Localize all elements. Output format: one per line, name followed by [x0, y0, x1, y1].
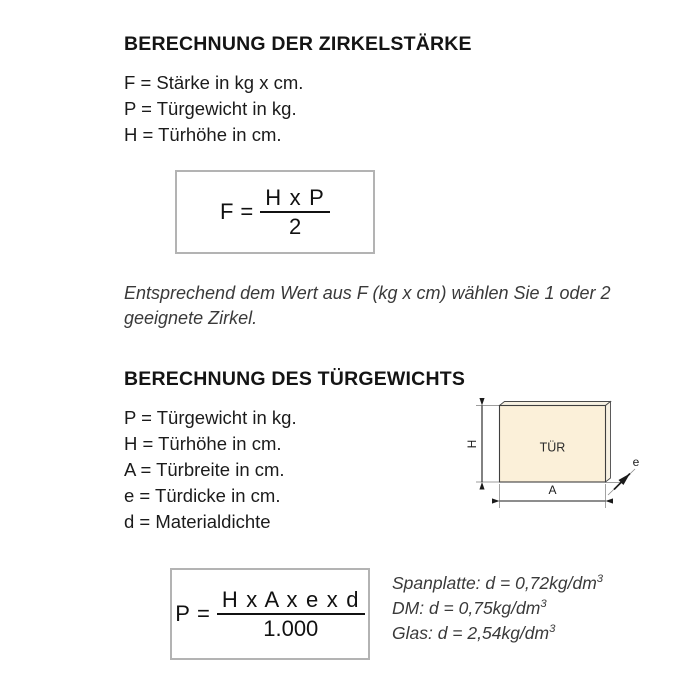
section-heading-zirkelstaerke: BERECHNUNG DER ZIRKELSTÄRKE [124, 33, 472, 55]
door-top-edge-face [500, 402, 611, 406]
density-exponent: 3 [549, 623, 556, 636]
definition-line: e = Türdicke in cm. [124, 485, 281, 506]
formula-lhs: P [175, 601, 190, 626]
formula-equals-sign: = [196, 601, 210, 626]
density-text: DM: d = 0,75kg/dm [392, 598, 541, 618]
density-line-glas [392, 621, 603, 646]
formula-numerator: H x A x e x d [221, 586, 360, 612]
density-text: Spanplatte: d = 0,72kg/dm [392, 573, 597, 593]
formula-zirkelstaerke [220, 186, 330, 238]
definition-line: H = Türhöhe in cm. [124, 124, 282, 145]
e-leader-arrow [614, 474, 630, 490]
density-exponent: 3 [596, 573, 604, 586]
formula-denominator: 2 [289, 214, 302, 239]
definition-list-zirkelstaerke [124, 70, 303, 148]
definition-line: H = Türhöhe in cm. [124, 433, 282, 454]
formula-tuergewicht [175, 588, 364, 640]
definition-line: d = Materialdichte [124, 511, 271, 532]
section-heading-tuergewicht: BERECHNUNG DES TÜRGEWICHTS [124, 368, 466, 390]
formula-box-zirkelstaerke [175, 170, 375, 254]
definition-line: F = Stärke in kg x cm. [124, 72, 304, 93]
density-line-spanplatte [392, 571, 603, 596]
definition-line: P = Türgewicht in kg. [124, 407, 297, 428]
dimension-label-width: A [548, 483, 557, 497]
formula-numerator: H x P [265, 184, 326, 210]
formula-fraction [260, 186, 330, 238]
formula-denominator: 1.000 [263, 616, 319, 641]
definition-list-tuergewicht [124, 405, 297, 535]
door-diagram [462, 396, 652, 521]
formula-equals-sign: = [240, 199, 254, 224]
note-zirkel-auswahl [124, 281, 611, 331]
formula-lhs: F [219, 199, 234, 224]
definition-line: P = Türgewicht in kg. [124, 98, 297, 119]
density-exponent: 3 [540, 598, 547, 611]
note-line: Entsprechend dem Wert aus F (kg x cm) wählen Sie 1 oder 2 [124, 283, 611, 303]
door-thickness-face [606, 402, 611, 483]
definition-line: A = Türbreite in cm. [124, 459, 285, 480]
door-face-label: TÜR [539, 440, 566, 455]
formula-fraction [217, 588, 365, 640]
formula-box-tuergewicht [170, 568, 370, 660]
density-line-dm [392, 596, 603, 621]
density-text: Glas: d = 2,54kg/dm [392, 623, 550, 643]
material-density-list [392, 571, 603, 646]
dimension-label-thickness: e [632, 455, 640, 469]
dimension-label-height: H [465, 439, 480, 449]
note-line: geeignete Zirkel. [124, 308, 258, 328]
